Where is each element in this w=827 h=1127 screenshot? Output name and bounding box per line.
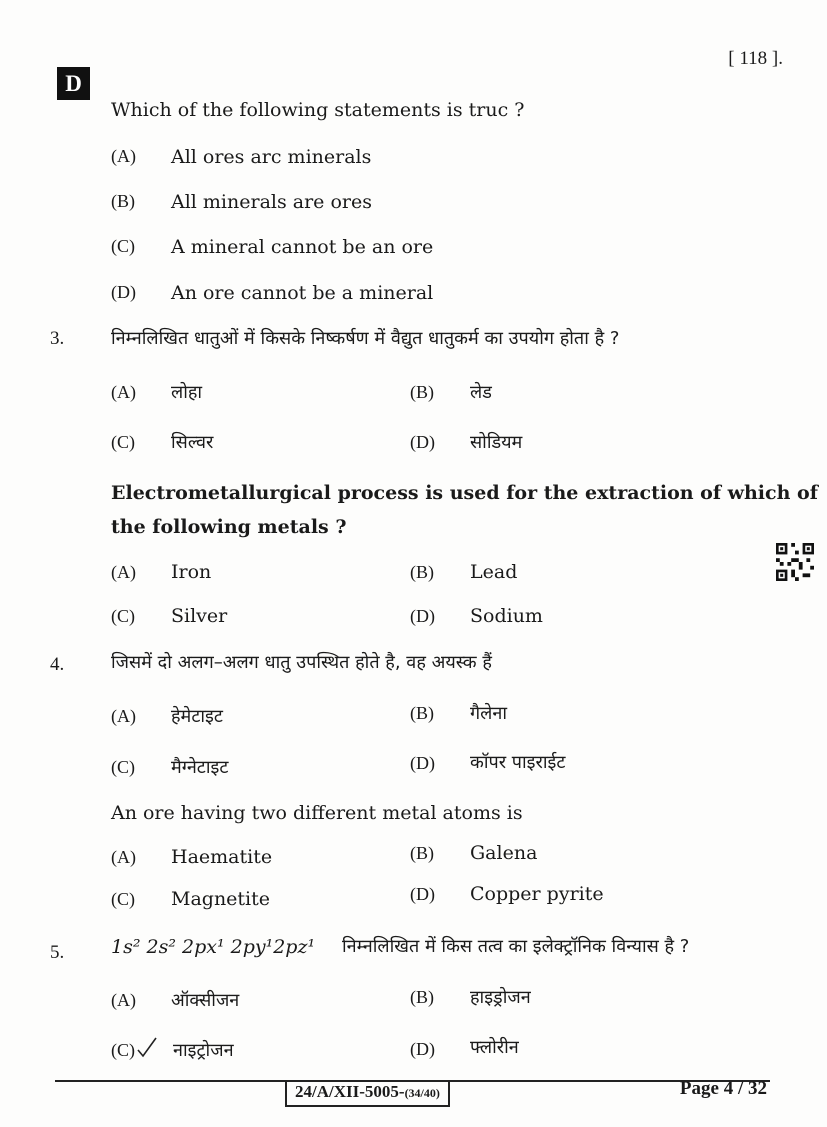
question-text-line: the following metals ? [111,516,347,538]
option-text: Magnetite [171,888,271,910]
option-label: (A) [111,706,136,726]
option-label: (C) [111,757,135,777]
page-number: Page 4 / 32 [679,1078,767,1099]
tick-mark-icon [137,1036,157,1058]
option-label: (D) [410,753,435,773]
option-label: (C) [111,432,135,452]
question-text-hindi: जिसमें दो अलग–अलग धातु उपस्थित होते है, वह अयस्क हैं [111,652,492,673]
option-text: नाइट्रोजन [173,1040,234,1061]
question-text-hindi: निम्नलिखित में किस तत्व का इलेक्ट्रॉनिक विन्यास है ? [342,936,690,957]
option-text: All minerals are ores [171,191,372,213]
option-text: All ores arc minerals [171,146,372,168]
option-label: (B) [410,703,434,723]
option-label: (B) [410,562,434,582]
option-label: (A) [111,562,136,582]
option-label: (C) [111,1040,135,1060]
option-text: ऑक्सीजन [171,990,240,1011]
option-text: हेमेटाइट [171,706,223,727]
option-text: गैलेना [470,703,507,724]
option-label: (B) [410,382,434,402]
page-code: [ 118 ]. [728,48,783,69]
paper-code [285,1080,450,1107]
option-text: Copper pyrite [470,883,604,905]
electron-configuration: 1s² 2s² 2px¹ 2py¹2pz¹ [111,936,316,958]
option-label: (A) [111,847,136,867]
option-label: (D) [410,1039,435,1059]
option-label: (D) [410,884,435,904]
section-badge: D [57,67,90,100]
option-text: Haematite [171,846,273,868]
paper-code-main: 24/A/XII-5005- [295,1082,405,1101]
option-text: मैग्नेटाइट [171,757,229,778]
option-text: An ore cannot be a mineral [171,282,434,304]
option-label: (D) [111,282,136,302]
question-number: 4. [50,654,65,675]
option-label: (A) [111,146,136,166]
option-text: सिल्वर [171,432,214,453]
option-text: Galena [470,842,538,864]
option-text: A mineral cannot be an ore [171,236,434,258]
question-number: 3. [50,328,65,349]
option-label: (D) [410,432,435,452]
option-text: लोहा [171,382,203,403]
option-label: (B) [410,843,434,863]
option-label: (B) [111,191,135,211]
question-text: An ore having two different metal atoms is [111,802,523,824]
option-text: Lead [470,561,518,583]
option-label: (B) [410,987,434,1007]
option-label: (C) [111,889,135,909]
option-text: सोडियम [470,432,523,453]
qr-code-icon [776,543,814,581]
option-label: (C) [111,236,135,256]
option-label: (A) [111,990,136,1010]
paper-code-suffix: (34/40) [404,1086,440,1100]
option-text: Sodium [470,605,543,627]
option-text: लेड [470,382,492,403]
option-label: (D) [410,606,435,626]
question-text-line: Electrometallurgical process is used for the extraction of which of [111,482,818,504]
option-text: कॉपर पाइराईट [470,752,566,773]
option-text: फ्लोरीन [470,1037,519,1058]
option-text: Iron [171,561,212,583]
option-text: Silver [171,605,228,627]
option-label: (C) [111,606,135,626]
question-number: 5. [50,942,65,963]
option-text: हाइड्रोजन [470,987,531,1008]
question-text-hindi: निम्नलिखित धातुओं में किसके निष्कर्षण में वैद्युत धातुकर्म का उपयोग होता है ? [111,328,620,349]
option-label: (A) [111,382,136,402]
question-text: Which of the following statements is truc ? [111,99,525,121]
